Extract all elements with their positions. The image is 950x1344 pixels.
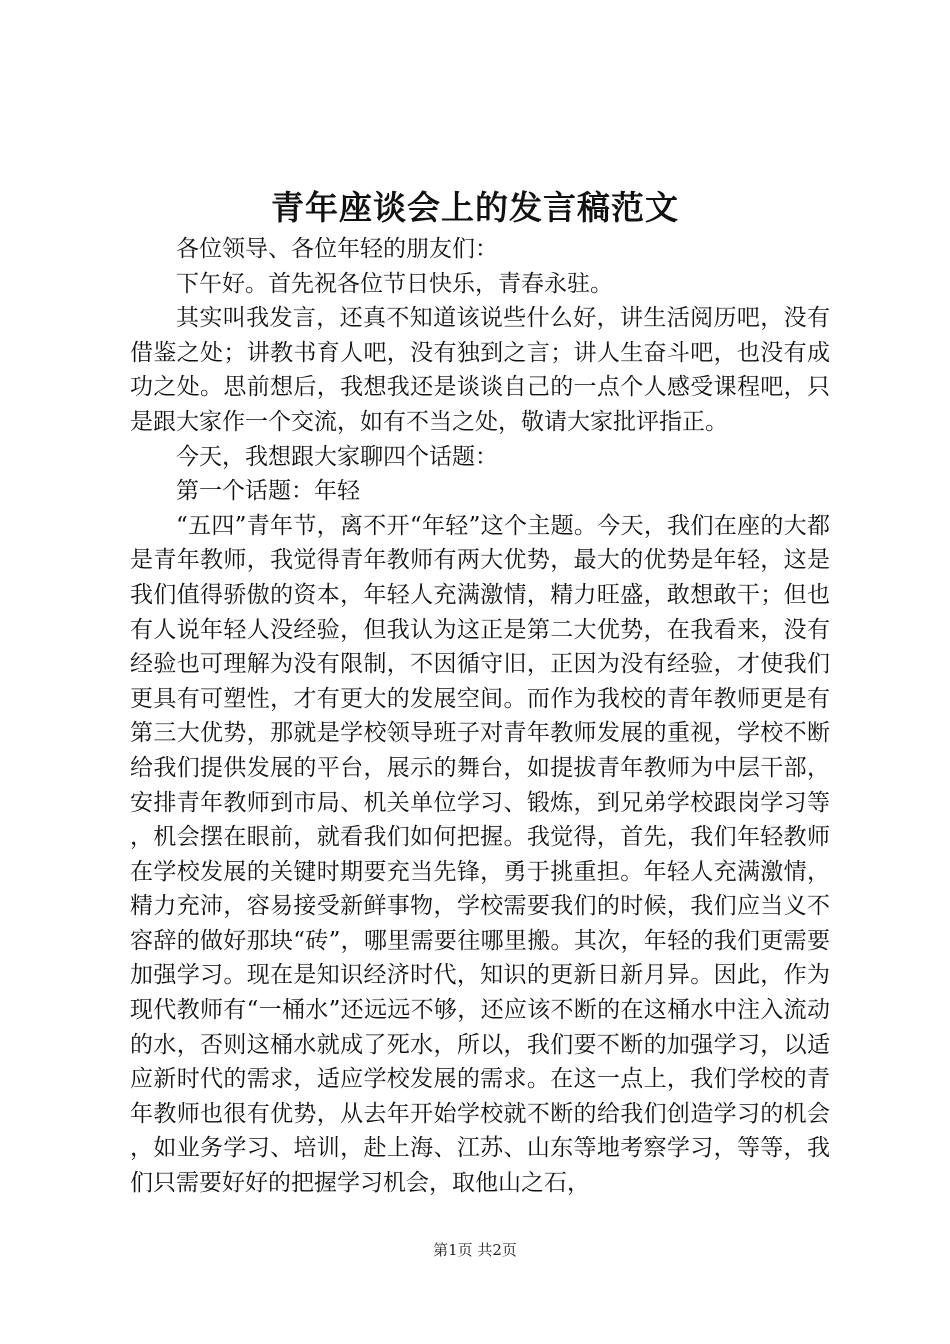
paragraph-topic-heading: 第一个话题：年轻 (176, 478, 360, 505)
paragraph-topic-body: “五四”青年节，离不开“年轻”这个主题。今天，我们在座的大都是青年教师，我觉得青年教师有两大优势，最大的优势是年轻，这是我们值得骄傲的资本，年轻人充满激情，精力旺盛，敢想敢干；但也有人说年轻人没经验，但我认为这正是第二大优势，在我看来，没有经验也可理解为没有限制，不因循守旧，正因为没有经验，才使我们更具有可塑性，才有更大的发展空间。而作为我校的青年教师更是有第三大优势，那就是学校领导班子对青年教师发展的重视，学校不断给我们提供发展的平台，展示的舞台，如提拔青年教师为中层干部，安排青年教师到市局、机关单位学习、锻炼，到兄弟学校跟岗学习等，机会摆在眼前，就看我们如何把握。我觉得，首先，我们年轻教师在学校发展的关键时期要充当先锋，勇于挑重担。年轻人充满激情，精力充沛，容易接受新鲜事物，学校需要我们的时候，我们应当义不容辞的做好那块“砖”，哪里需要往哪里搬。其次，年轻的我们更需要加强学习。现在是知识经济时代，知识的更新日新月异。因此，作为现代教师有“一桶水”还远远不够，还应该不断的在这桶水中注入流动的水，否则这桶水就成了死水，所以，我们要不断的加强学习，以适应新时代的需求，适应学校发展的需求。在这一点上，我们学校的青年教师也很有优势，从去年开始学校就不断的给我们创造学习的机会，如业务学习、培训，赴上海、江苏、山东等地考察学习，等等，我们只需要好好的把握学习机会，取他山之石， (130, 512, 830, 1197)
paragraph-salutation: 下午好。首先祝各位节日快乐，青春永驻。 (176, 270, 613, 297)
page-footer: 第1页 共2页 (433, 1241, 517, 1259)
paragraph-greeting: 各位领导、各位年轻的朋友们： (176, 236, 498, 262)
paragraph-topics-intro: 今天，我想跟大家聊四个话题： (176, 443, 498, 470)
document-body (130, 232, 830, 1201)
paragraph-introduction: 其实叫我发言，还真不知道该说些什么好，讲生活阅历吧，没有借鉴之处；讲教书育人吧，没有独到之言；讲人生奋斗吧，也没有成功之处。思前想后，我想我还是谈谈自己的一点个人感受课程吧，只是跟大家作一个交流，如有不当之处，敬请大家批评指正。 (130, 305, 830, 435)
document-title: 青年座谈会上的发言稿范文 (271, 188, 679, 227)
